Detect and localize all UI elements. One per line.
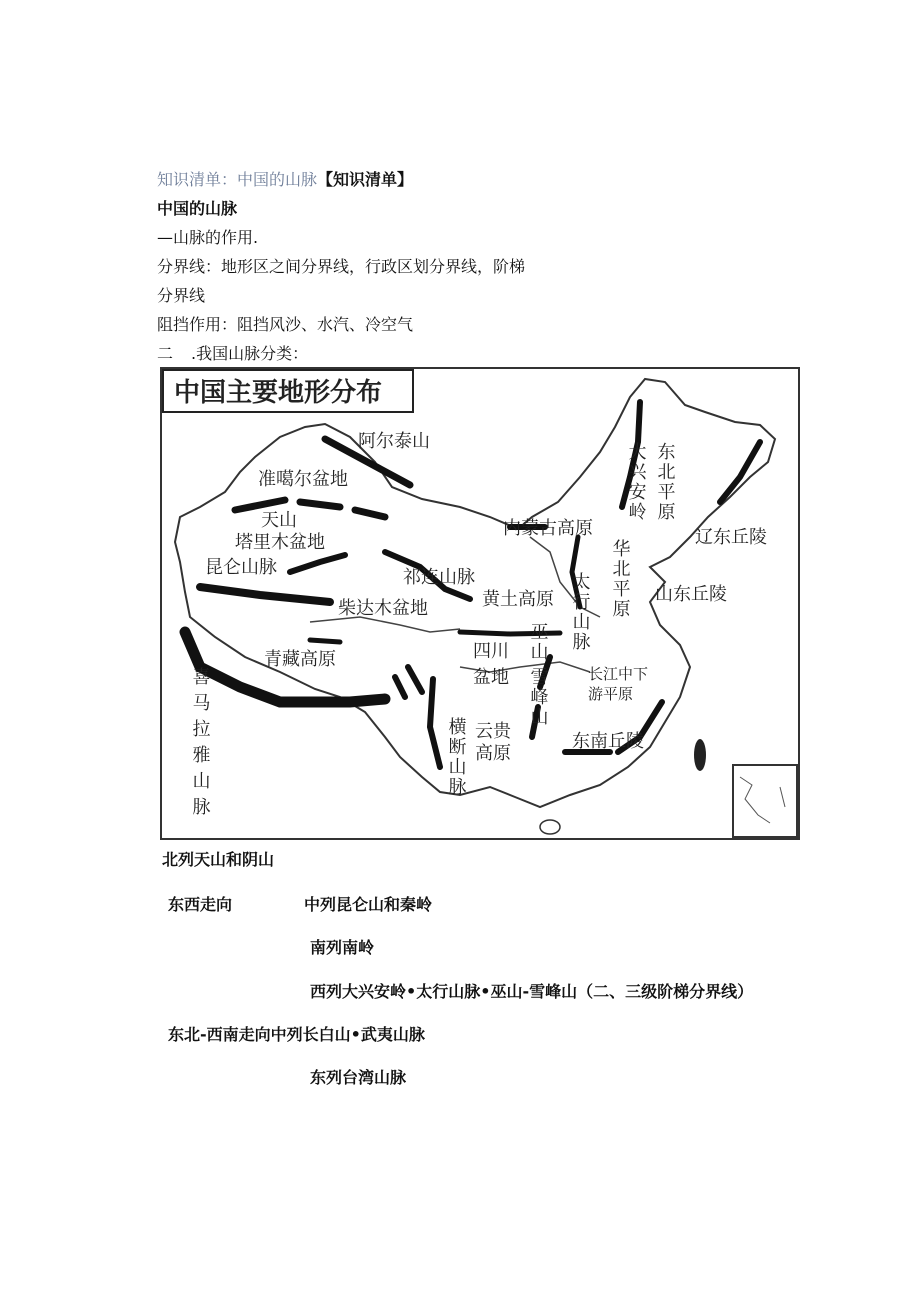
- section2-text: .我国山脉分类：: [191, 344, 309, 363]
- label-liaodong: 辽东丘陵: [695, 527, 767, 548]
- label-inner-mongolia: 内蒙古高原: [503, 518, 593, 539]
- ew-north: 北列天山和阴山: [162, 850, 275, 869]
- label-junggar: 准噶尔盆地: [258, 469, 348, 490]
- ne-middle: 东北-西南走向中列长白山•武夷山脉: [168, 1025, 425, 1044]
- taiwan-island: [694, 739, 706, 771]
- label-kunlun: 昆仑山脉: [205, 557, 277, 578]
- label-tianshan: 天山: [261, 510, 297, 531]
- ne-east: 东列台湾山脉: [310, 1068, 407, 1087]
- label-shandong: 山东丘陵: [655, 584, 727, 605]
- china-terrain-map: [160, 367, 802, 840]
- label-wushan: 巫山: [527, 622, 549, 662]
- label-altai: 阿尔泰山: [358, 431, 430, 452]
- ne-west: 西列大兴安岭•太行山脉•巫山-雪峰山（二、三级阶梯分界线）: [310, 982, 754, 1001]
- block-line: 阻挡作用：阻挡风沙、水汽、冷空气: [157, 315, 414, 334]
- ew-label: 东西走向: [168, 895, 233, 914]
- label-northeast-plain: 东北平原: [654, 442, 676, 522]
- label-qinghai-tibet: 青藏高原: [264, 649, 336, 670]
- boundary-line-1: 分界线：地形区之间分界线，行政区划分界线，阶梯: [157, 257, 526, 276]
- label-tarim: 塔里木盆地: [235, 532, 325, 553]
- label-yungui-1: 云贵: [475, 721, 511, 742]
- section2-num: 二: [157, 344, 174, 363]
- boundary-line-2: 分界线: [157, 286, 206, 305]
- label-yangtze-1: 长江中下: [588, 665, 649, 683]
- section1-title: —山脉的作用.: [157, 228, 259, 247]
- page-heading: 中国的山脉: [157, 199, 238, 218]
- label-hengduan: 横断山脉: [445, 717, 467, 797]
- label-loess: 黄土高原: [482, 589, 554, 610]
- label-southeast-hills: 东南丘陵: [572, 731, 644, 752]
- label-north-china-plain: 华北平原: [609, 539, 631, 619]
- label-yungui-2: 高原: [475, 743, 511, 764]
- section2-title: [157, 344, 308, 364]
- ew-middle: 中列昆仑山和秦岭: [304, 895, 433, 914]
- map-title: 中国主要地形分布: [174, 378, 383, 408]
- ew-south: 南列南岭: [310, 938, 375, 957]
- label-qilian: 祁连山脉: [403, 567, 475, 588]
- label-xuefeng: 雪峰山: [527, 667, 549, 727]
- label-taihang: 太行山脉: [569, 572, 591, 652]
- header-bracket: 【知识清单】: [317, 170, 414, 189]
- label-himalaya: 喜马拉雅山脉: [189, 667, 211, 823]
- south-sea-inset: [733, 765, 797, 837]
- header-prefix: 知识清单：中国的山脉: [157, 170, 318, 189]
- label-daxinganling: 大兴安岭: [625, 442, 647, 522]
- header-line: [157, 170, 413, 190]
- label-sichuan-2: 盆地: [473, 667, 509, 688]
- label-yangtze-2: 游平原: [588, 685, 634, 703]
- label-sichuan-1: 四川: [473, 641, 509, 662]
- label-qaidam: 柴达木盆地: [338, 598, 428, 619]
